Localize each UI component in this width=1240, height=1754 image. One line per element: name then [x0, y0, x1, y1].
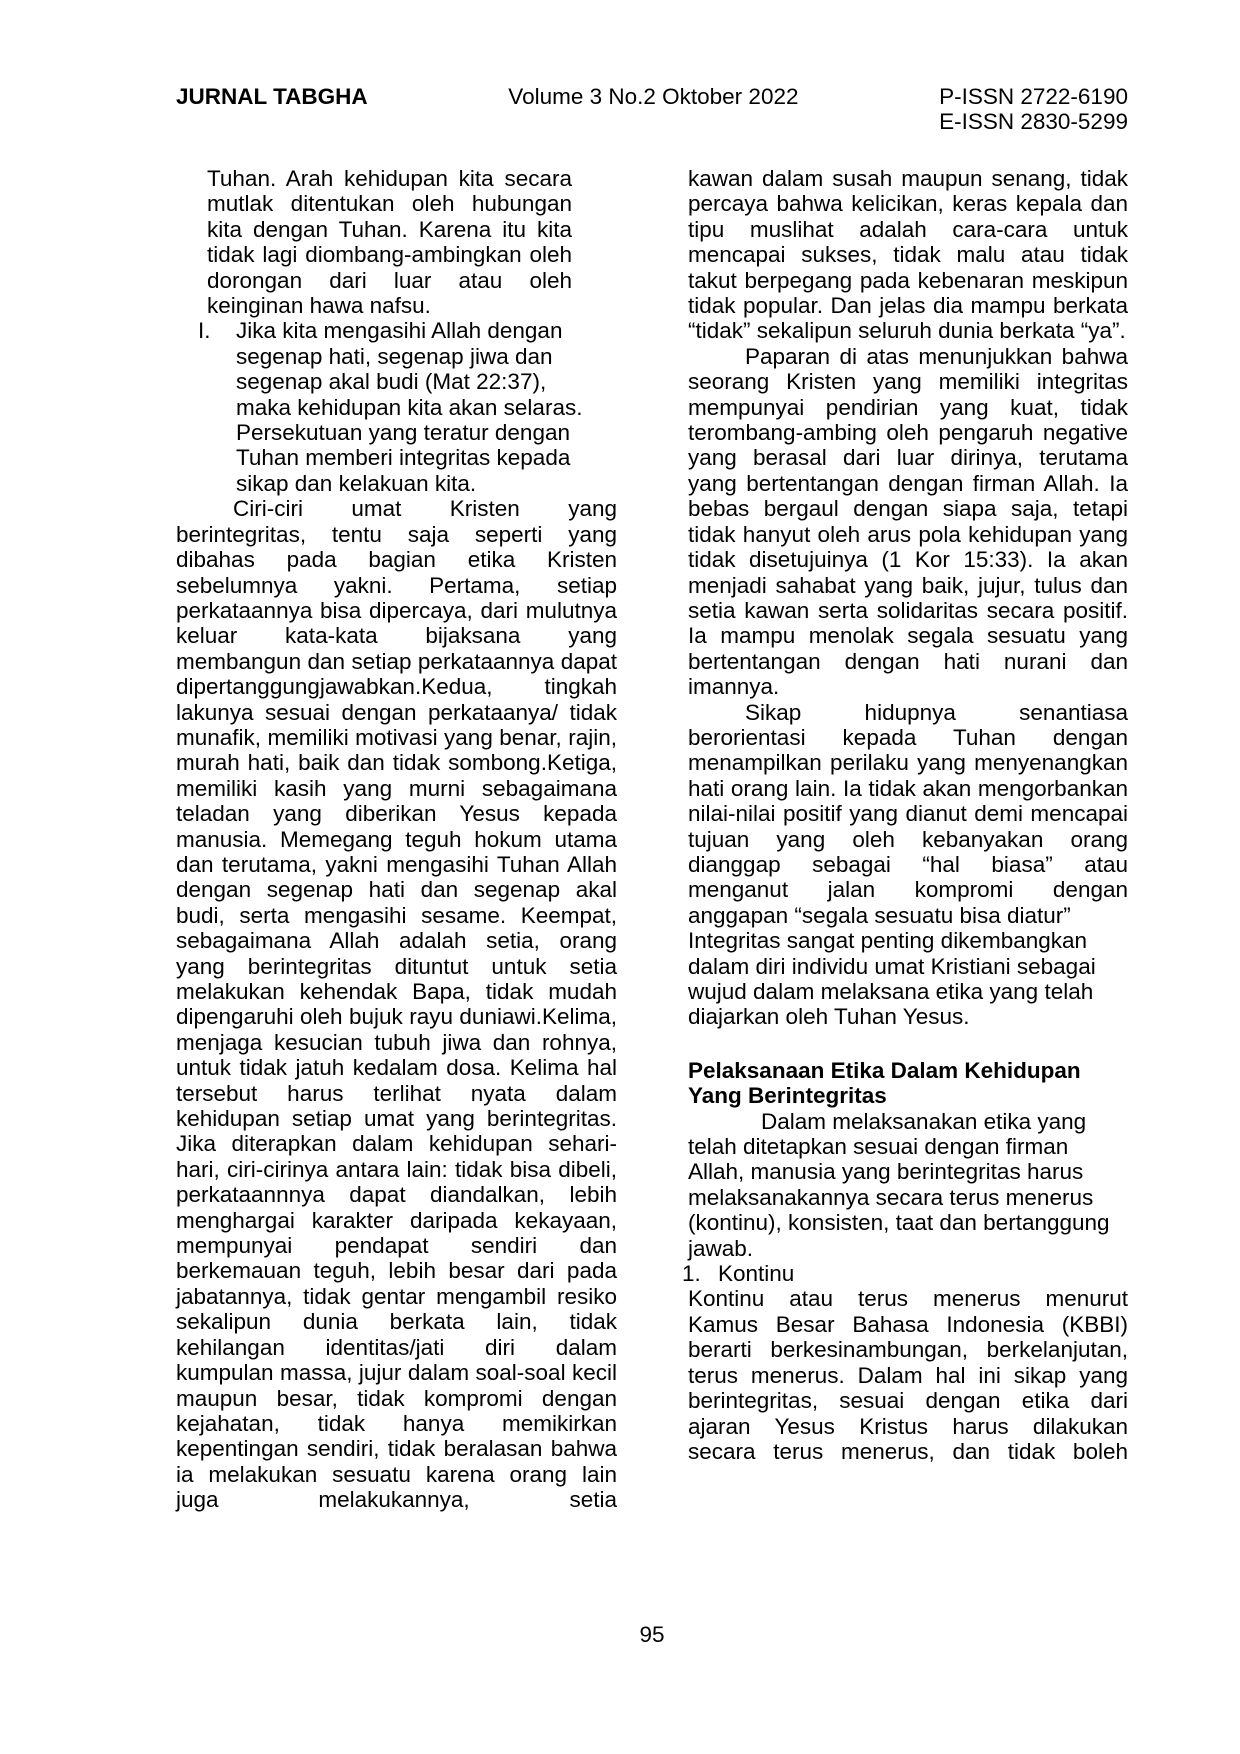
decimal-list-item	[682, 1261, 1128, 1286]
p-issn: P-ISSN 2722-6190	[939, 84, 1128, 109]
left-column	[176, 166, 617, 1513]
decimal-list-marker: 1.	[682, 1261, 701, 1287]
roman-list-text: Jika kita mengasihi Allah dengan segenap hati, segenap jiwa dan segenap akal budi (Mat 22:37), maka kehidupan kita akan selaras. Persekutuan yang teratur dengan Tuhan memberi integritas kepada sikap dan kelakuan kita.	[236, 318, 583, 496]
e-issn: E-ISSN 2830-5299	[939, 109, 1128, 135]
roman-list-marker: I.	[198, 318, 211, 344]
page-header	[176, 84, 1128, 135]
journal-title: JURNAL TABGHA	[176, 84, 368, 109]
right-paragraph-6: Kontinu atau terus menerus menurut Kamus Besar Bahasa Indonesia (KBBI) berarti berkesinambungan, berkelanjutan, terus menerus. Dalam hal ini sikap yang berintegritas, sesuai dengan etika dari ajaran Yesus Kristus harus dilakukan secara terus menerus, dan tidak boleh	[688, 1286, 1128, 1464]
right-column	[682, 166, 1128, 1464]
decimal-list-label: Kontinu	[718, 1261, 795, 1287]
right-paragraph-5: Dalam melaksanakan etika yang telah ditetapkan sesuai dengan firman Allah, manusia yang berintegritas harus melaksanakannya secara terus menerus (kontinu), konsisten, taat dan bertanggung jawab.	[688, 1108, 1110, 1261]
right-paragraph-3: Sikap hidupnya senantiasa berorientasi kepada Tuhan dengan menampilkan perilaku yang menyenangkan hati orang lain. Ia tidak akan mengorbankan nilai-nilai positif yang dianut demi mencapai tujuan yang oleh kebanyakan orang dianggap sebagai “hal biasa” atau menganut jalan kompromi dengan anggapan “segala sesuatu bisa diatur”	[688, 699, 1128, 928]
right-paragraph-4: Integritas sangat penting dikembangkan dalam diri individu umat Kristiani sebagai wujud dalam melaksana etika yang telah diajarkan oleh Tuhan Yesus.	[688, 928, 1096, 1030]
volume-info: Volume 3 No.2 Oktober 2022	[508, 84, 799, 109]
issn-block	[939, 84, 1128, 135]
quote-paragraph: Tuhan. Arah kehidupan kita secara mutlak ditentukan oleh hubungan kita dengan Tuhan. Karena itu kita tidak lagi diombang-ambingkan oleh dorongan dari luar atau oleh keinginan hawa nafsu.	[207, 166, 572, 319]
right-paragraph-1: kawan dalam susah maupun senang, tidak percaya bahwa kelicikan, keras kepala dan tipu muslihat adalah cara-cara untuk mencapai sukses, tidak malu atau tidak takut berpegang pada kebenaran meskipun tidak popular. Dan jelas dia mampu berkata “tidak” sekalipun seluruh dunia berkata “ya”.	[688, 166, 1128, 344]
page-number: 95	[639, 1622, 665, 1647]
page-footer	[176, 1622, 1128, 1647]
section-heading: Pelaksanaan Etika Dalam Kehidupan Yang Berintegritas	[688, 1057, 1081, 1109]
roman-list-item	[198, 318, 617, 496]
right-paragraph-2: Paparan di atas menunjukkan bahwa seorang Kristen yang memiliki integritas mempunyai pendirian yang kuat, tidak terombang-ambing oleh pengaruh negative yang berasal dari luar dirinya, terutama yang bertentangan dengan firman Allah. Ia bebas bergaul dengan siapa saja, tetapi tidak hanyut oleh arus pola kehidupan yang tidak disetujuinya (1 Kor 15:33). Ia akan menjadi sahabat yang baik, jujur, tulus dan setia kawan serta solidaritas secara positif. Ia mampu menolak segala sesuatu yang bertentangan dengan hati nurani dan imannya.	[688, 343, 1128, 700]
left-body-paragraph: Ciri-ciri umat Kristen yang berintegritas, tentu saja seperti yang dibahas pada bagian etika Kristen sebelumnya yakni. Pertama, setiap perkataannya bisa dipercaya, dari mulutnya keluar kata-kata bijaksana yang membangun dan setiap perkataannya dapat dipertanggungjawabkan.Kedua, tingkah lakunya sesuai dengan perkataanya/ tidak munafik, memiliki motivasi yang benar, rajin, murah hati, baik dan tidak sombong.Ketiga, memiliki kasih yang murni sebagaimana teladan yang diberikan Yesus kepada manusia. Memegang teguh hokum utama dan terutama, yakni mengasihi Tuhan Allah dengan segenap hati dan segenap akal budi, serta mengasihi sesame. Keempat, sebagaimana Allah adalah setia, orang yang berintegritas dituntut untuk setia melakukan kehendak Bapa, tidak mudah dipengaruhi oleh bujuk rayu duniawi.Kelima, menjaga kesucian tubuh jiwa dan rohnya, untuk tidak jatuh kedalam dosa. Kelima hal tersebut harus terlihat nyata dalam kehidupan setiap umat yang berintegritas. Jika diterapkan dalam kehidupan sehari-hari, ciri-cirinya antara lain: tidak bisa dibeli, perkataannnya dapat diandalkan, lebih menghargai karakter daripada kekayaan, mempunyai pendapat sendiri dan berkemauan teguh, lebih besar dari pada jabatannya, tidak gentar mengambil resiko sekalipun dunia berkata lain, tidak kehilangan identitas/jati diri dalam kumpulan massa, jujur dalam soal-soal kecil maupun besar, tidak kompromi dengan kejahatan, tidak hanya memikirkan kepentingan sendiri, tidak beralasan bahwa ia melakukan sesuatu karena orang lain juga melakukannya, setia	[176, 496, 617, 1513]
